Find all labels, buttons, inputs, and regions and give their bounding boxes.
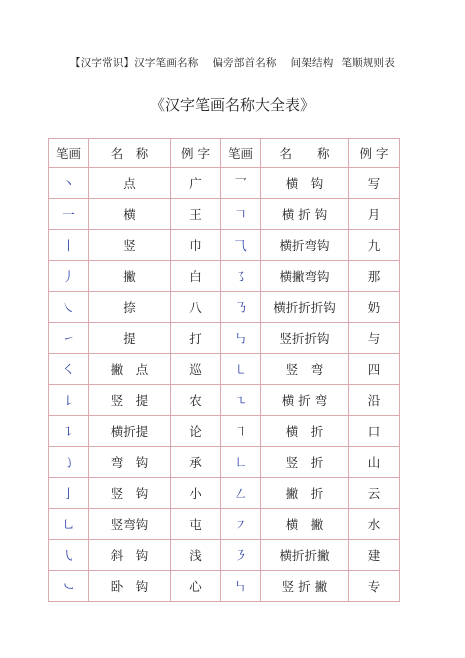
example-char-right: 口 (349, 416, 400, 447)
stroke-glyph-right: 𠃍 (221, 199, 261, 230)
stroke-glyph-left: ㇟ (49, 509, 89, 540)
example-char-right: 水 (349, 509, 400, 540)
stroke-name-left: 撇 (89, 261, 171, 292)
table-row (49, 323, 400, 354)
stroke-name-left: 点 (89, 168, 171, 199)
stroke-name-right: 竖 折 撇 (261, 571, 349, 602)
example-char-right: 建 (349, 540, 400, 571)
example-char-right: 沿 (349, 385, 400, 416)
col-header-example-left: 例 字 (171, 139, 221, 168)
stroke-glyph-right: ⺄ (221, 230, 261, 261)
example-char-right: 那 (349, 261, 400, 292)
stroke-glyph-right: ㇗ (221, 447, 261, 478)
example-char-right: 月 (349, 199, 400, 230)
example-char-left: 心 (171, 571, 221, 602)
stroke-glyph-right: ㇉ (221, 323, 261, 354)
stroke-name-left: 撇 点 (89, 354, 171, 385)
table-row (49, 540, 400, 571)
stroke-glyph-right: ㇍ (221, 385, 261, 416)
stroke-name-right: 横 钩 (261, 168, 349, 199)
stroke-glyph-left: 亅 (49, 478, 89, 509)
example-char-right: 四 (349, 354, 400, 385)
stroke-name-left: 竖 钩 (89, 478, 171, 509)
example-char-left: 巡 (171, 354, 221, 385)
stroke-name-right: 横 折 (261, 416, 349, 447)
stroke-name-left: 竖弯钩 (89, 509, 171, 540)
example-char-right: 云 (349, 478, 400, 509)
stroke-name-right: 撇 折 (261, 478, 349, 509)
stroke-name-right: 横折折折钩 (261, 292, 349, 323)
stroke-glyph-right: ㇋ (221, 540, 261, 571)
stroke-glyph-right: ㇡ (221, 292, 261, 323)
stroke-name-right: 竖 折 (261, 447, 349, 478)
table-row (49, 261, 400, 292)
page-title: 《汉字笔画名称大全表》 (149, 96, 315, 114)
example-char-left: 屯 (171, 509, 221, 540)
table-row (49, 292, 400, 323)
stroke-name-right: 横折折撇 (261, 540, 349, 571)
stroke-glyph-right: 乛 (221, 168, 261, 199)
example-char-left: 承 (171, 447, 221, 478)
example-char-right: 九 (349, 230, 400, 261)
col-header-example-right: 例 字 (349, 139, 400, 168)
table-row (49, 230, 400, 261)
col-header-stroke-left: 笔画 (49, 139, 89, 168)
stroke-name-right: 横折弯钩 (261, 230, 349, 261)
example-char-right: 奶 (349, 292, 400, 323)
stroke-glyph-right: ㇜ (221, 478, 261, 509)
example-char-left: 巾 (171, 230, 221, 261)
stroke-table (48, 138, 400, 602)
table-row (49, 447, 400, 478)
col-header-name-left: 名 称 (89, 139, 171, 168)
table-row (49, 385, 400, 416)
stroke-glyph-left: ㇂ (49, 540, 89, 571)
stroke-name-left: 横折提 (89, 416, 171, 447)
stroke-glyph-right: ㇄ (221, 354, 261, 385)
stroke-name-left: 竖 (89, 230, 171, 261)
example-char-right: 写 (349, 168, 400, 199)
header-line (0, 55, 465, 70)
stroke-name-right: 横 折 弯 (261, 385, 349, 416)
stroke-glyph-left: 一 (49, 199, 89, 230)
stroke-glyph-left: ㇁ (49, 447, 89, 478)
stroke-name-right: 横 撇 (261, 509, 349, 540)
header-part4: 笔顺规则表 (341, 57, 395, 69)
stroke-name-left: 卧 钩 (89, 571, 171, 602)
example-char-right: 与 (349, 323, 400, 354)
example-char-right: 专 (349, 571, 400, 602)
stroke-glyph-left: ㇃ (49, 571, 89, 602)
example-char-left: 论 (171, 416, 221, 447)
example-char-left: 浅 (171, 540, 221, 571)
table-row (49, 168, 400, 199)
table-row (49, 571, 400, 602)
stroke-name-right: 横 折 钩 (261, 199, 349, 230)
stroke-glyph-left: ㇏ (49, 292, 89, 323)
stroke-name-left: 斜 钩 (89, 540, 171, 571)
table-header-row (49, 139, 400, 168)
example-char-left: 广 (171, 168, 221, 199)
header-part3: 间架结构 (290, 57, 334, 69)
stroke-glyph-right: ㇕ (221, 416, 261, 447)
example-char-left: 王 (171, 199, 221, 230)
stroke-glyph-right: ㇌ (221, 261, 261, 292)
table-row (49, 478, 400, 509)
header-part2: 偏旁部首名称 (212, 57, 277, 69)
stroke-name-left: 捺 (89, 292, 171, 323)
example-char-right: 山 (349, 447, 400, 478)
stroke-glyph-left: 丨 (49, 230, 89, 261)
stroke-name-right: 横撇弯钩 (261, 261, 349, 292)
col-header-stroke-right: 笔画 (221, 139, 261, 168)
example-char-left: 八 (171, 292, 221, 323)
stroke-name-left: 竖 提 (89, 385, 171, 416)
stroke-glyph-right: ㇇ (221, 509, 261, 540)
example-char-left: 小 (171, 478, 221, 509)
stroke-glyph-left: ㇊ (49, 416, 89, 447)
stroke-glyph-right: ㇞ (221, 571, 261, 602)
table-row (49, 416, 400, 447)
stroke-name-left: 横 (89, 199, 171, 230)
table-row (49, 199, 400, 230)
stroke-glyph-left: 丶 (49, 168, 89, 199)
example-char-left: 打 (171, 323, 221, 354)
stroke-name-right: 竖折折钩 (261, 323, 349, 354)
example-char-left: 白 (171, 261, 221, 292)
table-row (49, 509, 400, 540)
example-char-left: 农 (171, 385, 221, 416)
stroke-glyph-left: 丿 (49, 261, 89, 292)
stroke-glyph-left: ㇀ (49, 323, 89, 354)
stroke-name-left: 弯 钩 (89, 447, 171, 478)
stroke-glyph-left: ㇙ (49, 385, 89, 416)
header-part1: 【汉字常识】汉字笔画名称 (70, 57, 199, 69)
table-row (49, 354, 400, 385)
stroke-name-left: 提 (89, 323, 171, 354)
stroke-name-right: 竖 弯 (261, 354, 349, 385)
stroke-glyph-left: ㇛ (49, 354, 89, 385)
col-header-name-right: 名 称 (261, 139, 349, 168)
